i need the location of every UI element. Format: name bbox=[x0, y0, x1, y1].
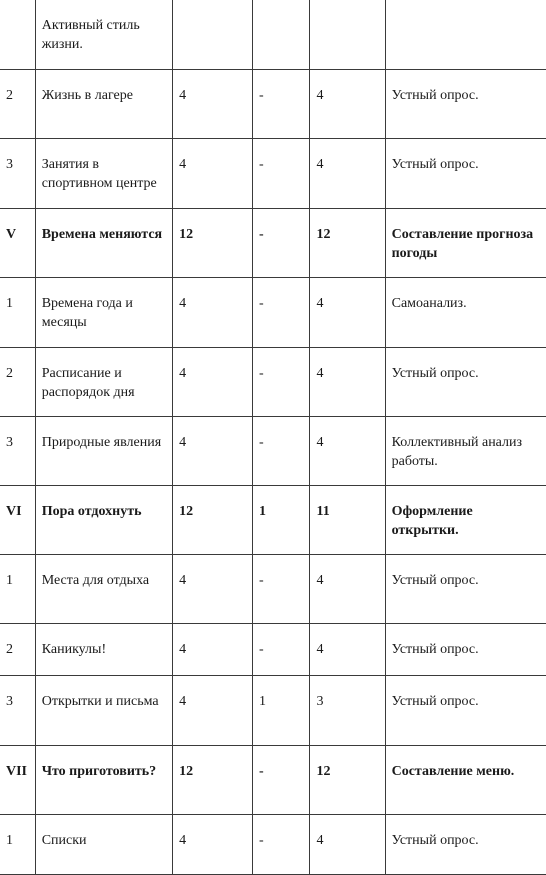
cell-form: Устный опрос. bbox=[385, 814, 546, 874]
cell-total: 12 bbox=[173, 485, 253, 554]
cell-num: 1 bbox=[0, 277, 35, 347]
cell-total: 4 bbox=[173, 416, 253, 485]
cell-theory: - bbox=[252, 69, 310, 138]
cell-num: 2 bbox=[0, 347, 35, 416]
cell-total: 12 bbox=[173, 745, 253, 814]
cell-total: 4 bbox=[173, 675, 253, 745]
cell-title: Природные явления bbox=[35, 416, 172, 485]
cell-theory: - bbox=[252, 814, 310, 874]
cell-practice: 12 bbox=[310, 208, 385, 277]
cell-num: 2 bbox=[0, 69, 35, 138]
table-row bbox=[0, 0, 546, 69]
cell-practice: 12 bbox=[310, 745, 385, 814]
cell-form: Составление прогноза погоды bbox=[385, 208, 546, 277]
cell-form bbox=[385, 0, 546, 69]
cell-theory bbox=[252, 0, 310, 69]
cell-form: Оформление открытки. bbox=[385, 485, 546, 554]
cell-total: 4 bbox=[173, 138, 253, 208]
cell-practice: 4 bbox=[310, 277, 385, 347]
cell-theory: - bbox=[252, 416, 310, 485]
cell-theory: 1 bbox=[252, 675, 310, 745]
table-section-row bbox=[0, 208, 546, 277]
cell-title: Расписание и распорядок дня bbox=[35, 347, 172, 416]
cell-total: 4 bbox=[173, 623, 253, 675]
cell-num bbox=[0, 0, 35, 69]
table-row bbox=[0, 814, 546, 874]
table-row bbox=[0, 277, 546, 347]
cell-total: 12 bbox=[173, 208, 253, 277]
cell-practice: 4 bbox=[310, 814, 385, 874]
table-row bbox=[0, 675, 546, 745]
cell-title: Что приготовить? bbox=[35, 745, 172, 814]
cell-practice: 4 bbox=[310, 347, 385, 416]
cell-theory: - bbox=[252, 277, 310, 347]
cell-num: V bbox=[0, 208, 35, 277]
cell-practice: 4 bbox=[310, 69, 385, 138]
cell-form: Составление меню. bbox=[385, 745, 546, 814]
cell-theory: - bbox=[252, 745, 310, 814]
cell-num: 3 bbox=[0, 138, 35, 208]
cell-total: 4 bbox=[173, 347, 253, 416]
cell-practice: 4 bbox=[310, 623, 385, 675]
cell-total: 4 bbox=[173, 69, 253, 138]
table-row bbox=[0, 554, 546, 623]
cell-num: VII bbox=[0, 745, 35, 814]
cell-total: 4 bbox=[173, 277, 253, 347]
table-row bbox=[0, 416, 546, 485]
cell-title: Времена года и месяцы bbox=[35, 277, 172, 347]
cell-theory: - bbox=[252, 347, 310, 416]
cell-title: Каникулы! bbox=[35, 623, 172, 675]
table-row bbox=[0, 623, 546, 675]
table-section-row bbox=[0, 745, 546, 814]
cell-title: Места для отдыха bbox=[35, 554, 172, 623]
cell-practice: 4 bbox=[310, 138, 385, 208]
cell-total bbox=[173, 0, 253, 69]
cell-num: 2 bbox=[0, 623, 35, 675]
cell-title: Пора отдохнуть bbox=[35, 485, 172, 554]
table-row bbox=[0, 138, 546, 208]
cell-title: Открытки и письма bbox=[35, 675, 172, 745]
cell-practice bbox=[310, 0, 385, 69]
table-row bbox=[0, 69, 546, 138]
cell-num: 1 bbox=[0, 554, 35, 623]
cell-form: Устный опрос. bbox=[385, 623, 546, 675]
cell-title: Занятия в спортивном центре bbox=[35, 138, 172, 208]
table-row bbox=[0, 347, 546, 416]
cell-theory: - bbox=[252, 623, 310, 675]
cell-practice: 3 bbox=[310, 675, 385, 745]
cell-title: Списки bbox=[35, 814, 172, 874]
cell-practice: 11 bbox=[310, 485, 385, 554]
cell-title: Активный стиль жизни. bbox=[35, 0, 172, 69]
cell-form: Устный опрос. bbox=[385, 347, 546, 416]
cell-form: Самоанализ. bbox=[385, 277, 546, 347]
cell-theory: - bbox=[252, 138, 310, 208]
cell-title: Времена меняются bbox=[35, 208, 172, 277]
cell-practice: 4 bbox=[310, 554, 385, 623]
cell-theory: - bbox=[252, 554, 310, 623]
cell-theory: 1 bbox=[252, 485, 310, 554]
cell-total: 4 bbox=[173, 814, 253, 874]
cell-num: 1 bbox=[0, 814, 35, 874]
cell-practice: 4 bbox=[310, 416, 385, 485]
cell-form: Коллективный анализ работы. bbox=[385, 416, 546, 485]
cell-num: 3 bbox=[0, 416, 35, 485]
table-section-row bbox=[0, 485, 546, 554]
cell-form: Устный опрос. bbox=[385, 138, 546, 208]
cell-form: Устный опрос. bbox=[385, 69, 546, 138]
cell-title: Жизнь в лагере bbox=[35, 69, 172, 138]
cell-form: Устный опрос. bbox=[385, 675, 546, 745]
cell-theory: - bbox=[252, 208, 310, 277]
cell-num: 3 bbox=[0, 675, 35, 745]
cell-total: 4 bbox=[173, 554, 253, 623]
cell-form: Устный опрос. bbox=[385, 554, 546, 623]
cell-num: VI bbox=[0, 485, 35, 554]
